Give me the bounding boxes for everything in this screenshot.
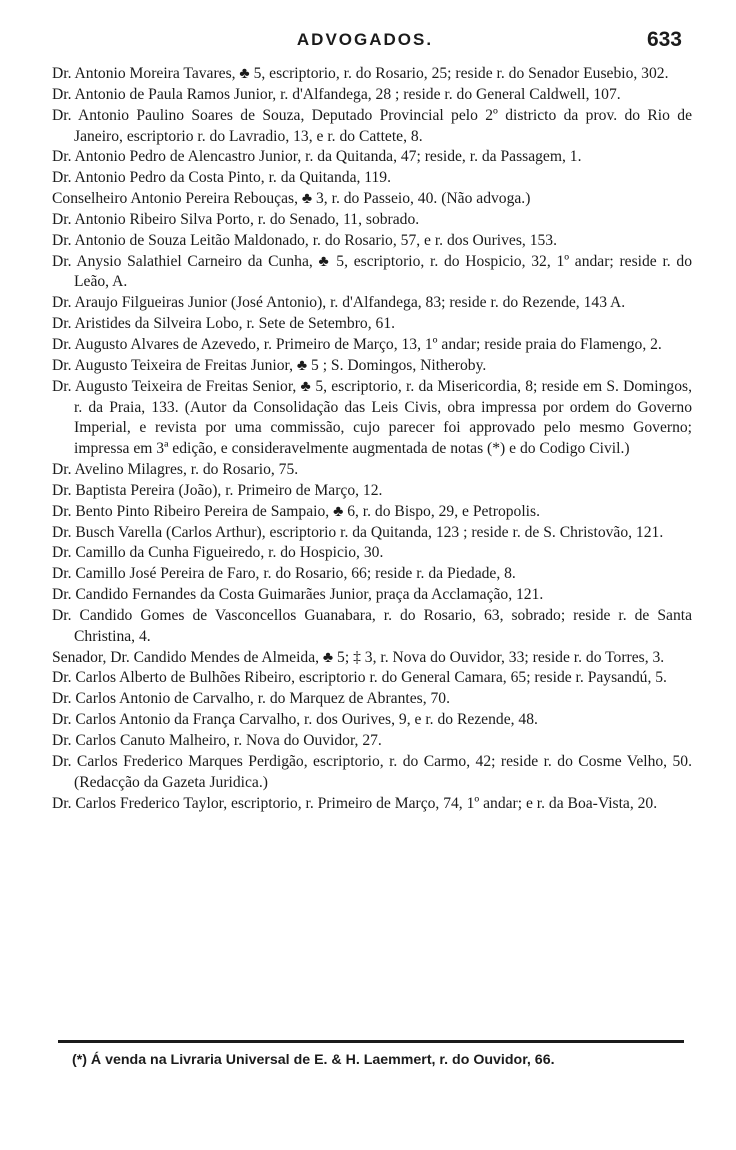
list-item: Dr. Candido Fernandes da Costa Guimarães Junior, praça da Acclamação, 121. <box>52 586 544 604</box>
list-item: Dr. Avelino Milagres, r. do Rosario, 75. <box>52 461 299 479</box>
list-item: Dr. Augusto Teixeira de Freitas Senior, ♣ 5, escriptorio, r. da Misericordia, 8; reside em S. Domingos, r. da Praia, 133. (Autor da Consolidação das Leis Civis, obra impressa por ordem do Governo Imperial, e revista por uma commissão, cujo parecer foi approvado pelo mesmo Governo; impressa em 3ª edição, e consideravelmente augmentada de notas (*) e do Codigo Civil.) <box>52 377 692 458</box>
footnote-divider <box>58 1040 684 1043</box>
list-item: Dr. Antonio de Paula Ramos Junior, r. d'Alfandega, 28 ; reside r. do General Caldwell, 107. <box>52 85 621 103</box>
list-item: Dr. Antonio Pedro de Alencastro Junior, r. da Quitanda, 47; reside, r. da Passagem, 1. <box>52 148 582 166</box>
list-item: Dr. Baptista Pereira (João), r. Primeiro de Março, 12. <box>52 481 383 499</box>
page-number: 633 <box>646 28 682 51</box>
running-title: ADVOGADOS. <box>296 30 434 49</box>
list-item: Senador, Dr. Candido Mendes de Almeida, ♣ 5; ‡ 3, r. Nova do Ouvidor, 33; reside r. do Torres, 3. <box>52 648 665 666</box>
list-item: Dr. Carlos Antonio da França Carvalho, r. dos Ourives, 9, e r. do Rezende, 48. <box>52 711 538 729</box>
list-item: Dr. Antonio Ribeiro Silva Porto, r. do Senado, 11, sobrado. <box>52 210 420 228</box>
list-item: Dr. Carlos Frederico Marques Perdigão, escriptorio, r. do Carmo, 42; reside r. do Cosme Velho, 50. (Redacção da Gazeta Juridica.) <box>52 752 692 791</box>
list-item: Dr. Carlos Antonio de Carvalho, r. do Marquez de Abrantes, 70. <box>52 690 450 708</box>
list-item: Dr. Antonio Paulino Soares de Souza, Deputado Provincial pelo 2º districto da prov. do Rio de Janeiro, escriptorio r. do Lavradio, 13, e r. do Cattete, 8. <box>52 106 692 145</box>
list-item: Dr. Aristides da Silveira Lobo, r. Sete de Setembro, 61. <box>52 315 396 333</box>
footnote: (*) Á venda na Livraria Universal de E. & H. Laemmert, r. do Ouvidor, 66. <box>72 1052 555 1068</box>
list-item: Dr. Bento Pinto Ribeiro Pereira de Sampaio, ♣ 6, r. do Bispo, 29, e Petropolis. <box>52 502 540 520</box>
list-item: Dr. Carlos Alberto de Bulhões Ribeiro, escriptorio r. do General Camara, 65; reside r. Paysandú, 5. <box>52 669 667 687</box>
list-item: Dr. Augusto Teixeira de Freitas Junior, ♣ 5 ; S. Domingos, Nitheroby. <box>52 356 487 374</box>
list-item: Dr. Augusto Alvares de Azevedo, r. Primeiro de Março, 13, 1º andar; reside praia do Flamengo, 2. <box>52 335 662 353</box>
list-item: Dr. Antonio de Souza Leitão Maldonado, r. do Rosario, 57, e r. dos Ourives, 153. <box>52 231 557 249</box>
advocates-list <box>52 64 692 814</box>
list-item: Dr. Camillo José Pereira de Faro, r. do Rosario, 66; reside r. da Piedade, 8. <box>52 565 516 583</box>
list-item: Dr. Camillo da Cunha Figueiredo, r. do Hospicio, 30. <box>52 544 384 562</box>
list-item: Dr. Carlos Frederico Taylor, escriptorio, r. Primeiro de Março, 74, 1º andar; e r. da Boa-Vista, 20. <box>52 794 658 812</box>
list-item: Dr. Antonio Moreira Tavares, ♣ 5, escriptorio, r. do Rosario, 25; reside r. do Senador Eusebio, 302. <box>52 65 669 82</box>
list-item: Dr. Carlos Canuto Malheiro, r. Nova do Ouvidor, 27. <box>52 732 382 749</box>
list-item: Dr. Anysio Salathiel Carneiro da Cunha, ♣ 5, escriptorio, r. do Hospicio, 32, 1º andar; reside r. do Leão, A. <box>52 252 692 291</box>
list-item: Conselheiro Antonio Pereira Rebouças, ♣ 3, r. do Passeio, 40. (Não advoga.) <box>52 190 531 208</box>
list-item: Dr. Candido Gomes de Vasconcellos Guanabara, r. do Rosario, 63, sobrado; reside r. de Santa Christina, 4. <box>52 606 692 645</box>
page-header <box>40 30 690 60</box>
list-item: Dr. Araujo Filgueiras Junior (José Antonio), r. d'Alfandega, 83; reside r. do Rezende, 143 A. <box>52 294 626 312</box>
list-item: Dr. Antonio Pedro da Costa Pinto, r. da Quitanda, 119. <box>52 169 391 187</box>
list-item: Dr. Busch Varella (Carlos Arthur), escriptorio r. da Quitanda, 123 ; reside r. de S. Christovão, 121. <box>52 523 664 541</box>
